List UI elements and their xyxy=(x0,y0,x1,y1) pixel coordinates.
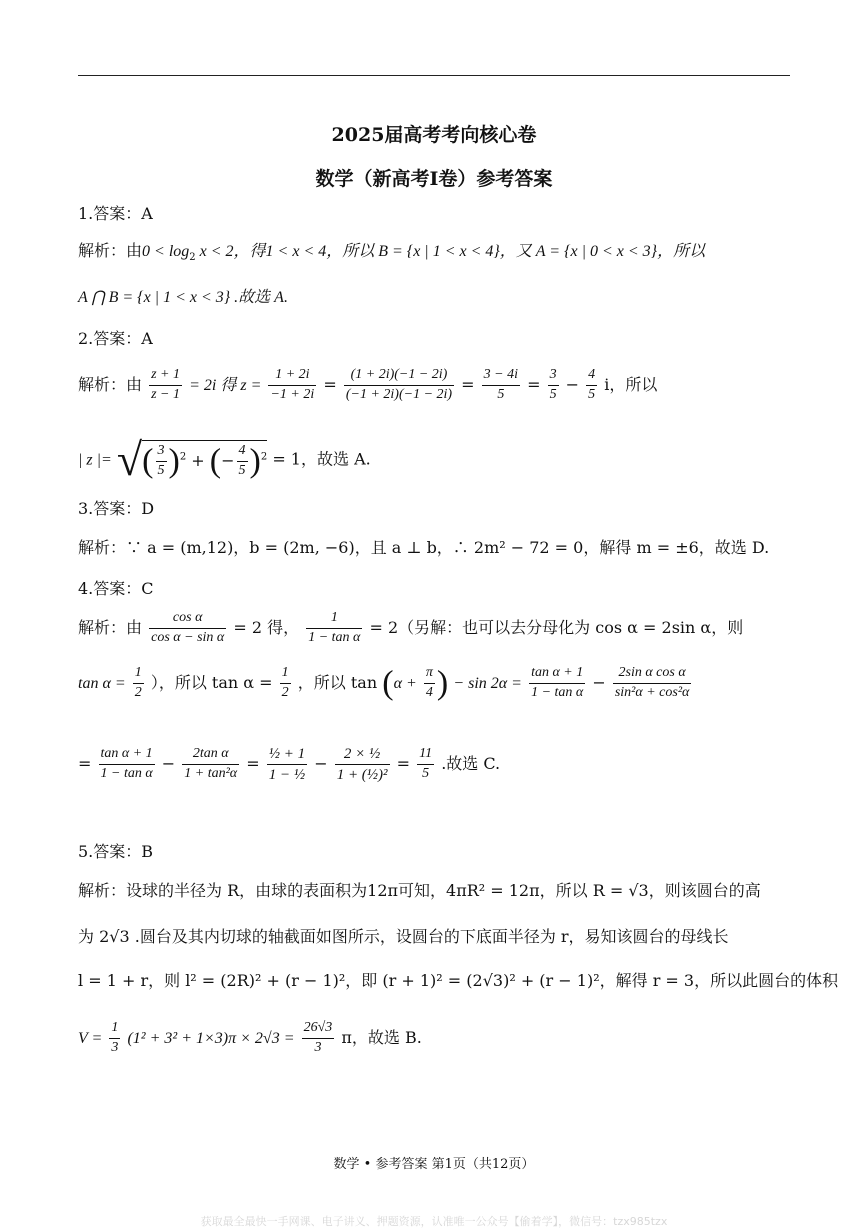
q2-answer: 2.答案：A xyxy=(78,329,153,348)
q5-solution-line4: V = $\frac{1}{3}$ (1² + 3² + 1×3)π × 2√3 = $\frac{26√3}{3}$ π，故选 B. xyxy=(78,1020,422,1055)
page-footer: 数学 • 参考答案 第1页（共12页） xyxy=(333,1157,535,1172)
doc-title: 2025届高考考向核心卷 xyxy=(331,124,537,146)
q3-solution-line1: 解析：∵ a = (m,12)，b = (2m, −6)，且 a ⊥ b，∴ 2m² − 72 = 0，解得 m = ±6，故选 D. xyxy=(78,538,770,557)
q5-solution-line3: l = 1 + r，则 l² = (2R)² + (r − 1)²，即 (r + 1)² = (2√3)² + (r − 1)²，解得 r = 3，所以此圆台的体积 xyxy=(78,971,839,990)
q1-solution-line1: 解析：由$0 < \log_2 x < 2$，得1 < x < 4，所以 B = {x | 1 < x < 4}，又 A = {x | 0 < x < 3}，所以 xyxy=(78,241,706,264)
doc-subtitle: 数学（新高考Ⅰ卷）参考答案 xyxy=(315,168,553,190)
q2-frac-4: $\frac{3 - 4i}{5}$ xyxy=(483,367,518,402)
q4-solution-line1: 解析：由 $\frac{\text{cos α}}{\text{cos α − sin α}}$ = 2 得， $\frac{1}{\text{1 − tan α}}$ = 2（另解：也可以去分母化为 cos α = 2sin α，则 xyxy=(78,610,744,645)
q2-solution-line1: 解析：由 $\frac{z + 1}{z - 1}$ = 2i 得 z = $\frac{1 + 2i}{-1 + 2i}$ = $\frac{(1 + 2i)(-1 - 2i)}{(-1 + 2i)(-1 - 2i)}$ = $\frac{3 - 4i}{5}$ = $\frac{3}{5}$ − $\frac{4}{5}$ i，所以 xyxy=(78,367,658,402)
q2-frac-2: $\frac{1 + 2i}{-1 + 2i}$ xyxy=(270,367,315,402)
q2-frac-1: $\frac{z + 1}{z - 1}$ xyxy=(151,367,181,402)
q5-answer: 5.答案：B xyxy=(78,842,154,861)
header-rule xyxy=(78,75,790,76)
q5-solution-line1: 解析：设球的半径为 R，由球的表面积为12π可知，4πR² = 12π，所以 R = √3，则该圆台的高 xyxy=(78,881,761,900)
watermark-text: 获取最全最快一手网课、电子讲义、押题资源，认准唯一公众号【偷着学】，微信号：tzx985tzx xyxy=(200,1215,668,1228)
q5-solution-line2: 为 2√3 .圆台及其内切球的轴截面如图所示，设圆台的下底面半径为 r，易知该圆台的母线长 xyxy=(78,927,729,946)
q2-frac-6: $\frac{4}{5}$ xyxy=(588,367,596,402)
q4-solution-line3: = $\frac{\text{tan α + 1}}{\text{1 − tan α}}$ − $\frac{\text{2tan α}}{\text{1 + tan²α}}$ = $\frac{\text{½ + 1}}{\text{1 − ½}}$ − $\frac{\text{2 × ½}}{\text{1 + (½)²}}$ = $\frac{11}{5}$ .故选 C. xyxy=(78,746,501,783)
q4-answer: 4.答案：C xyxy=(78,579,154,598)
q2-solution-line2: | z |= √( $\frac{3}{5}$ )$^2$ + (− $\frac{4}{5}$ )$^2$ = 1，故选 A. xyxy=(78,434,371,485)
q2-frac-5: $\frac{3}{5}$ xyxy=(549,367,557,402)
q3-answer: 3.答案：D xyxy=(78,499,155,518)
q4-solution-line2: tan α = $\frac{1}{2}$ ），所以 tan α = $\frac{1}{2}$ ，所以 tan (α + $\frac{\pi}{4}$ ) − sin 2α = $\frac{\text{tan α + 1}}{\text{1 − tan α}}$ − $\frac{\text{2sin α cos α}}{\text{sin²α + cos²α}}$ xyxy=(78,664,690,702)
q2-frac-3: $\frac{(1 + 2i)(-1 - 2i)}{(-1 + 2i)(-1 - 2i)}$ xyxy=(345,367,453,402)
q1-solution-line2: A ⋂ B = {x | 1 < x < 3} .故选 A. xyxy=(78,289,288,306)
q1-answer: 1.答案：A xyxy=(78,204,153,223)
